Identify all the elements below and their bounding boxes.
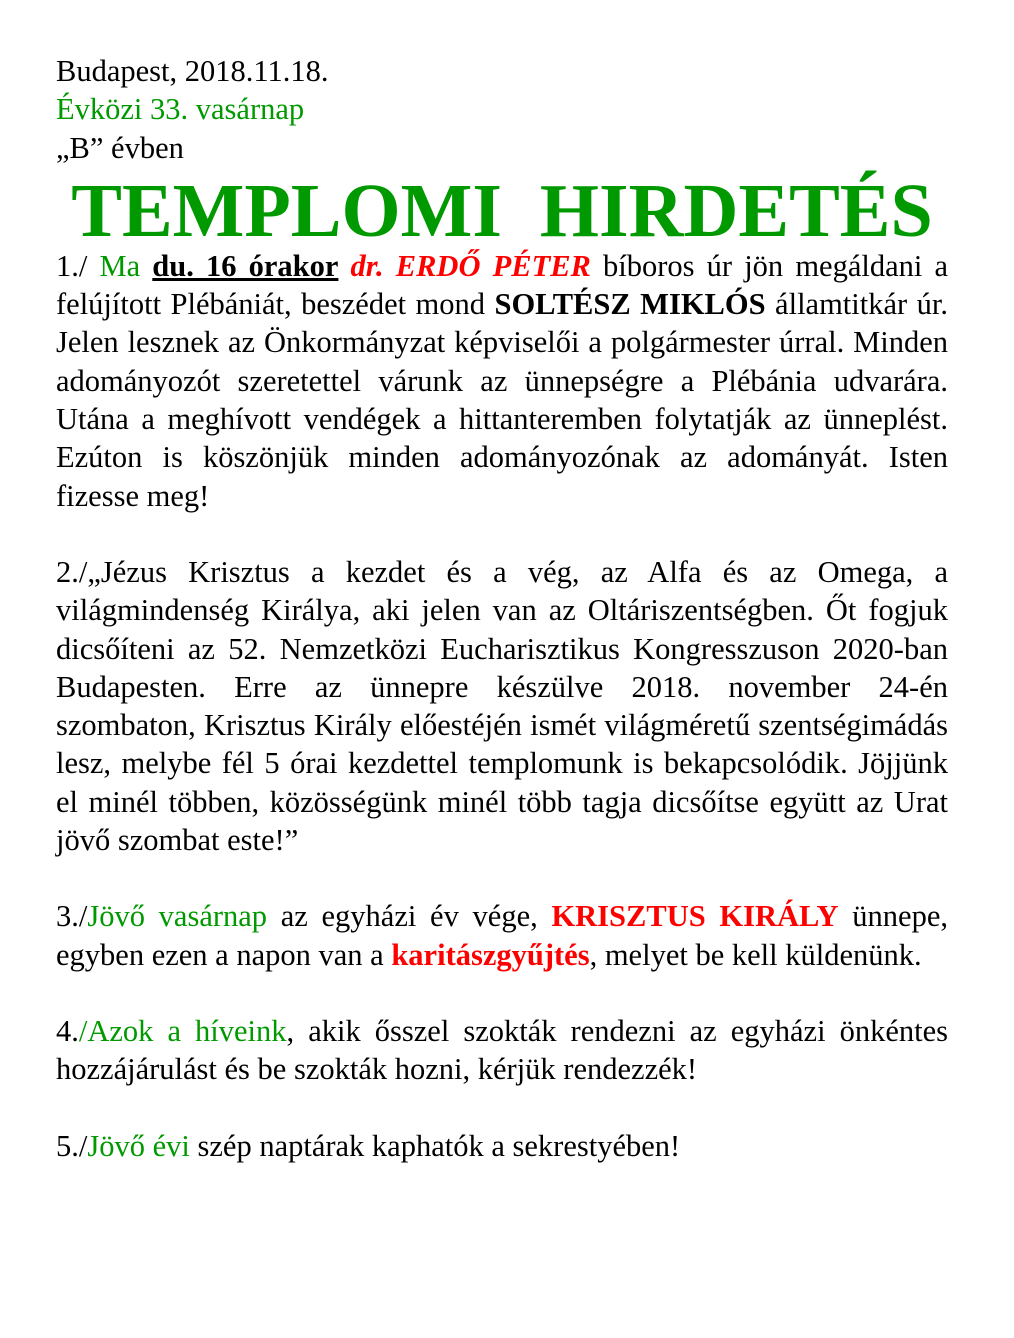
item-highlight: Jövő évi bbox=[87, 1128, 190, 1163]
space bbox=[140, 249, 152, 283]
space bbox=[338, 249, 350, 283]
announcement-item-1 bbox=[56, 247, 948, 515]
item-text: államtitkár úr. Jelen lesznek az Önkormányzat képviselői a polgármester úrral. Minden adományozót szeretettel várunk az ünnepségre a Plébánia udvarára. Utána a meghívott vendégek a hittanteremben folytatják az ünneplést. Ezúton is köszönjük minden adományozónak az adományát. Isten fizesse meg! bbox=[56, 287, 948, 513]
collection-name: karitászgyűjtés bbox=[391, 937, 590, 972]
item-highlight: Ma bbox=[99, 248, 141, 283]
item-number: 4. bbox=[56, 1013, 79, 1048]
announcement-item-4 bbox=[56, 1012, 948, 1089]
announcement-item-3 bbox=[56, 897, 948, 974]
item-text: , melyet be kell küldenünk. bbox=[589, 937, 922, 972]
item-number: 1./ bbox=[56, 248, 100, 283]
item-text: az egyházi év vége, bbox=[267, 899, 552, 934]
liturgical-sunday: Évközi 33. vasárnap bbox=[56, 92, 305, 127]
item-number: 3./ bbox=[56, 899, 88, 934]
announcement-item-5 bbox=[56, 1127, 948, 1165]
announcement-item-2 bbox=[56, 553, 948, 859]
item-text: szép naptárak kaphatók a sekrestyében! bbox=[189, 1128, 681, 1163]
item-text: 2./„Jézus Krisztus a kezdet és a vég, az Alfa és az Omega, a világmindenség Királya, aki jelen van az Oltáriszentségben. Őt fogjuk dicsőíteni az 52. Nemzetközi Eucharisztikus Kongresszuson 2020-ban Budapesten. Erre az ünnepre készülve 2018. november 24-én szombaton, Krisztus Király előestéjén ismét világméretű szentségimádás lesz, melybe fél 5 órai kezdettel templomunk is bekapcsolódik. Jöjjünk el minél többen, közösségünk minél több tagja dicsőítse együtt az Urat jövő szombat este!” bbox=[56, 554, 948, 858]
item-highlight: Jövő vasárnap bbox=[87, 899, 268, 934]
cardinal-name: dr. ERDŐ PÉTER bbox=[350, 248, 591, 283]
secretary-name: SOLTÉSZ MIKLÓS bbox=[494, 287, 766, 322]
item-text: ünnepe, egyben ezen a napon van a bbox=[56, 899, 948, 972]
item-text: , akik ősszel szokták rendezni az egyházi önkéntes hozzájárulást és be szokták hozni, kérjük rendezzék! bbox=[56, 1013, 948, 1087]
item-number: 5./ bbox=[56, 1128, 88, 1163]
liturgical-year: „B” évben bbox=[56, 130, 184, 165]
announcement-document bbox=[56, 52, 948, 1165]
feast-name: KRISZTUS KIRÁLY bbox=[551, 899, 839, 934]
event-time: du. 16 órakor bbox=[152, 248, 339, 283]
item-text: bíboros úr jön megáldani a felújított Plébániát, beszédet mond bbox=[56, 248, 949, 322]
place-date: Budapest, 2018.11.18. bbox=[56, 54, 329, 88]
document-title: TEMPLOMI HIRDETÉS bbox=[71, 168, 933, 253]
item-highlight: /Azok a híveink bbox=[78, 1013, 287, 1048]
